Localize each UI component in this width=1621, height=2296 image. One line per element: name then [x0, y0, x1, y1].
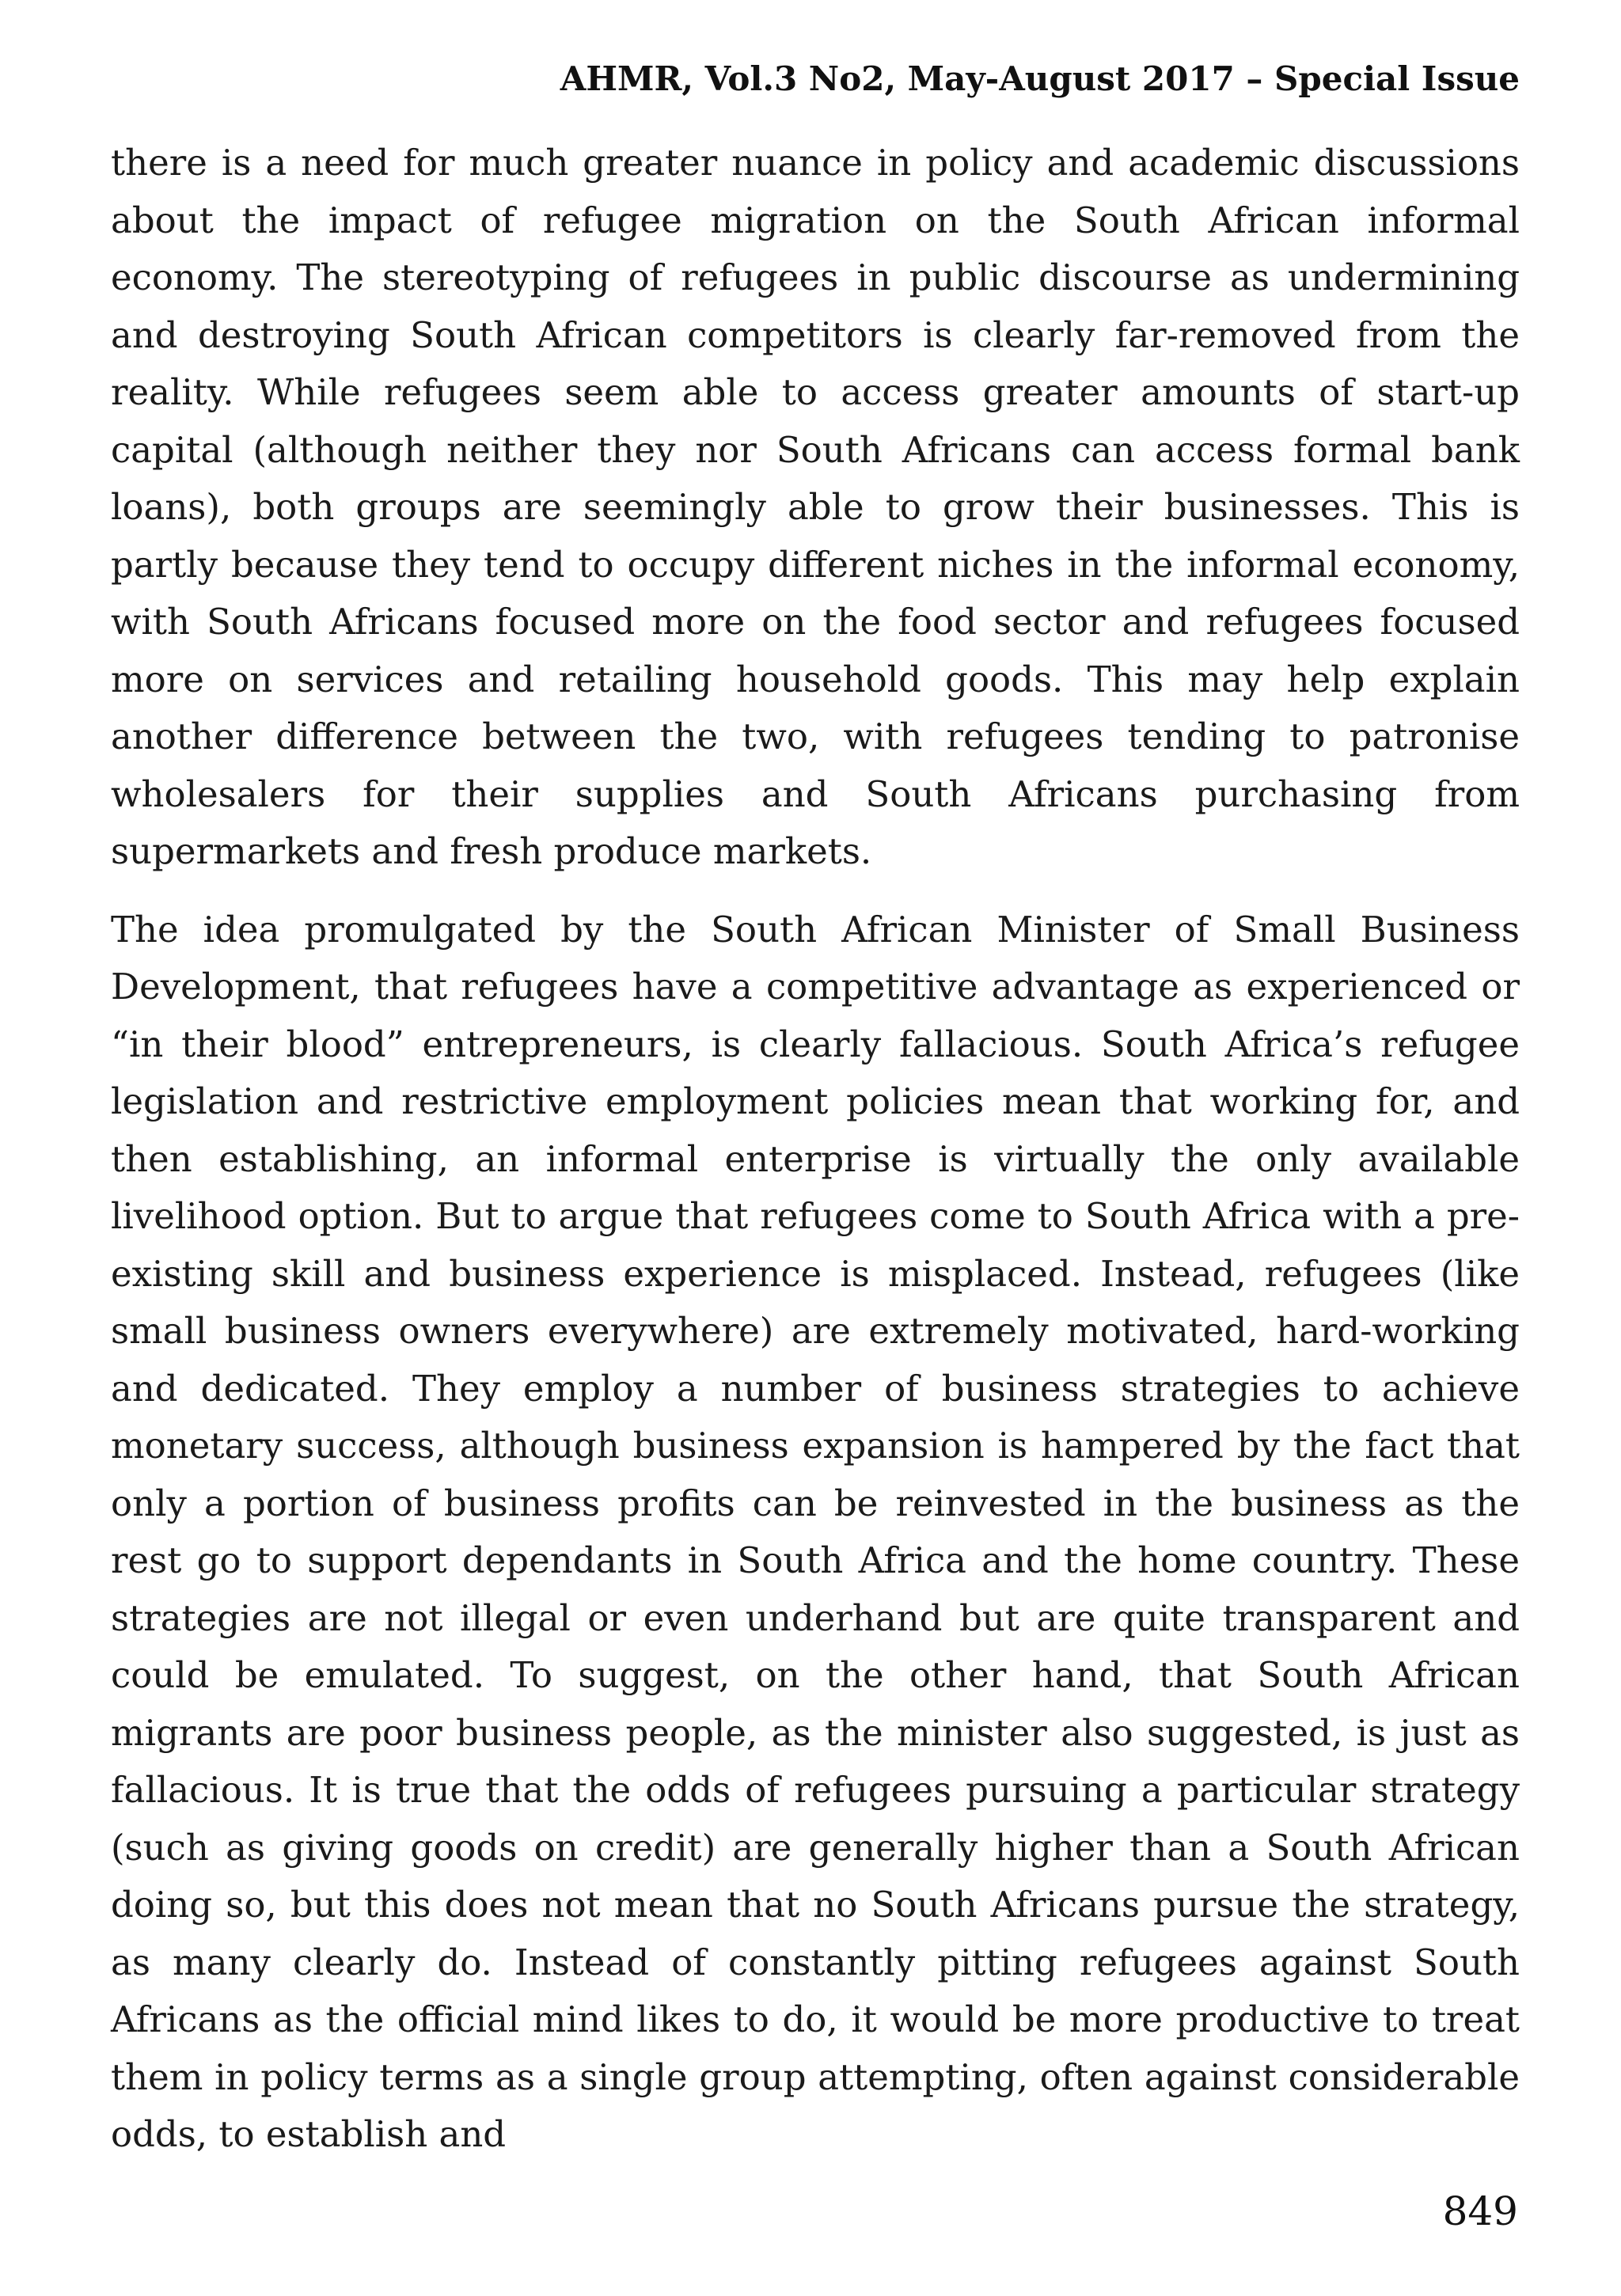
- page-number: 849: [1442, 2188, 1518, 2234]
- running-header: AHMR, Vol.3 No2, May-August 2017 – Special Issue: [560, 59, 1520, 98]
- paragraph-1: there is a need for much greater nuance in policy and academic discussions about the impact of refugee migration on the South African informal economy. The stereotyping of refugees in public discourse as undermining and destroying South African competitors is clearly far-removed from the reality. While refugees seem able to access greater amounts of start-up capital (although neither they nor South Africans can access formal bank loans), both groups are seemingly able to grow their businesses. This is partly because they tend to occupy different niches in the informal economy, with South Africans focused more on the food sector and refugees focused more on services and retailing household goods. This may help explain another difference between the two, with refugees tending to patronise wholesalers for their supplies and South Africans purchasing from supermarkets and fresh produce markets.: [111, 142, 1520, 872]
- body-text: [111, 135, 1520, 2164]
- paragraph-2: The idea promulgated by the South African Minister of Small Business Development, that refugees have a competitive advantage as experienced or “in their blood” entrepreneurs, is clearly fallacious. South Africa’s refugee legislation and restrictive employment policies mean that working for, and then establishing, an informal enterprise is virtually the only available livelihood option. But to argue that refugees come to South Africa with a pre-existing skill and business experience is misplaced. Instead, refugees (like small business owners everywhere) are extremely motivated, hard-working and dedicated. They employ a number of business strategies to achieve monetary success, although business expansion is hampered by the fact that only a portion of business profits can be reinvested in the business as the rest go to support dependants in South Africa and the home country. These strategies are not illegal or even underhand but are quite transparent and could be emulated. To suggest, on the other hand, that South African migrants are poor business people, as the minister also suggested, is just as fallacious. It is true that the odds of refugees pursuing a particular strategy (such as giving goods on credit) are generally higher than a South African doing so, but this does not mean that no South Africans pursue the strategy, as many clearly do. Instead of constantly pitting refugees against South Africans as the official mind likes to do, it would be more productive to treat them in policy terms as a single group attempting, often against considerable odds, to establish and: [111, 908, 1520, 2155]
